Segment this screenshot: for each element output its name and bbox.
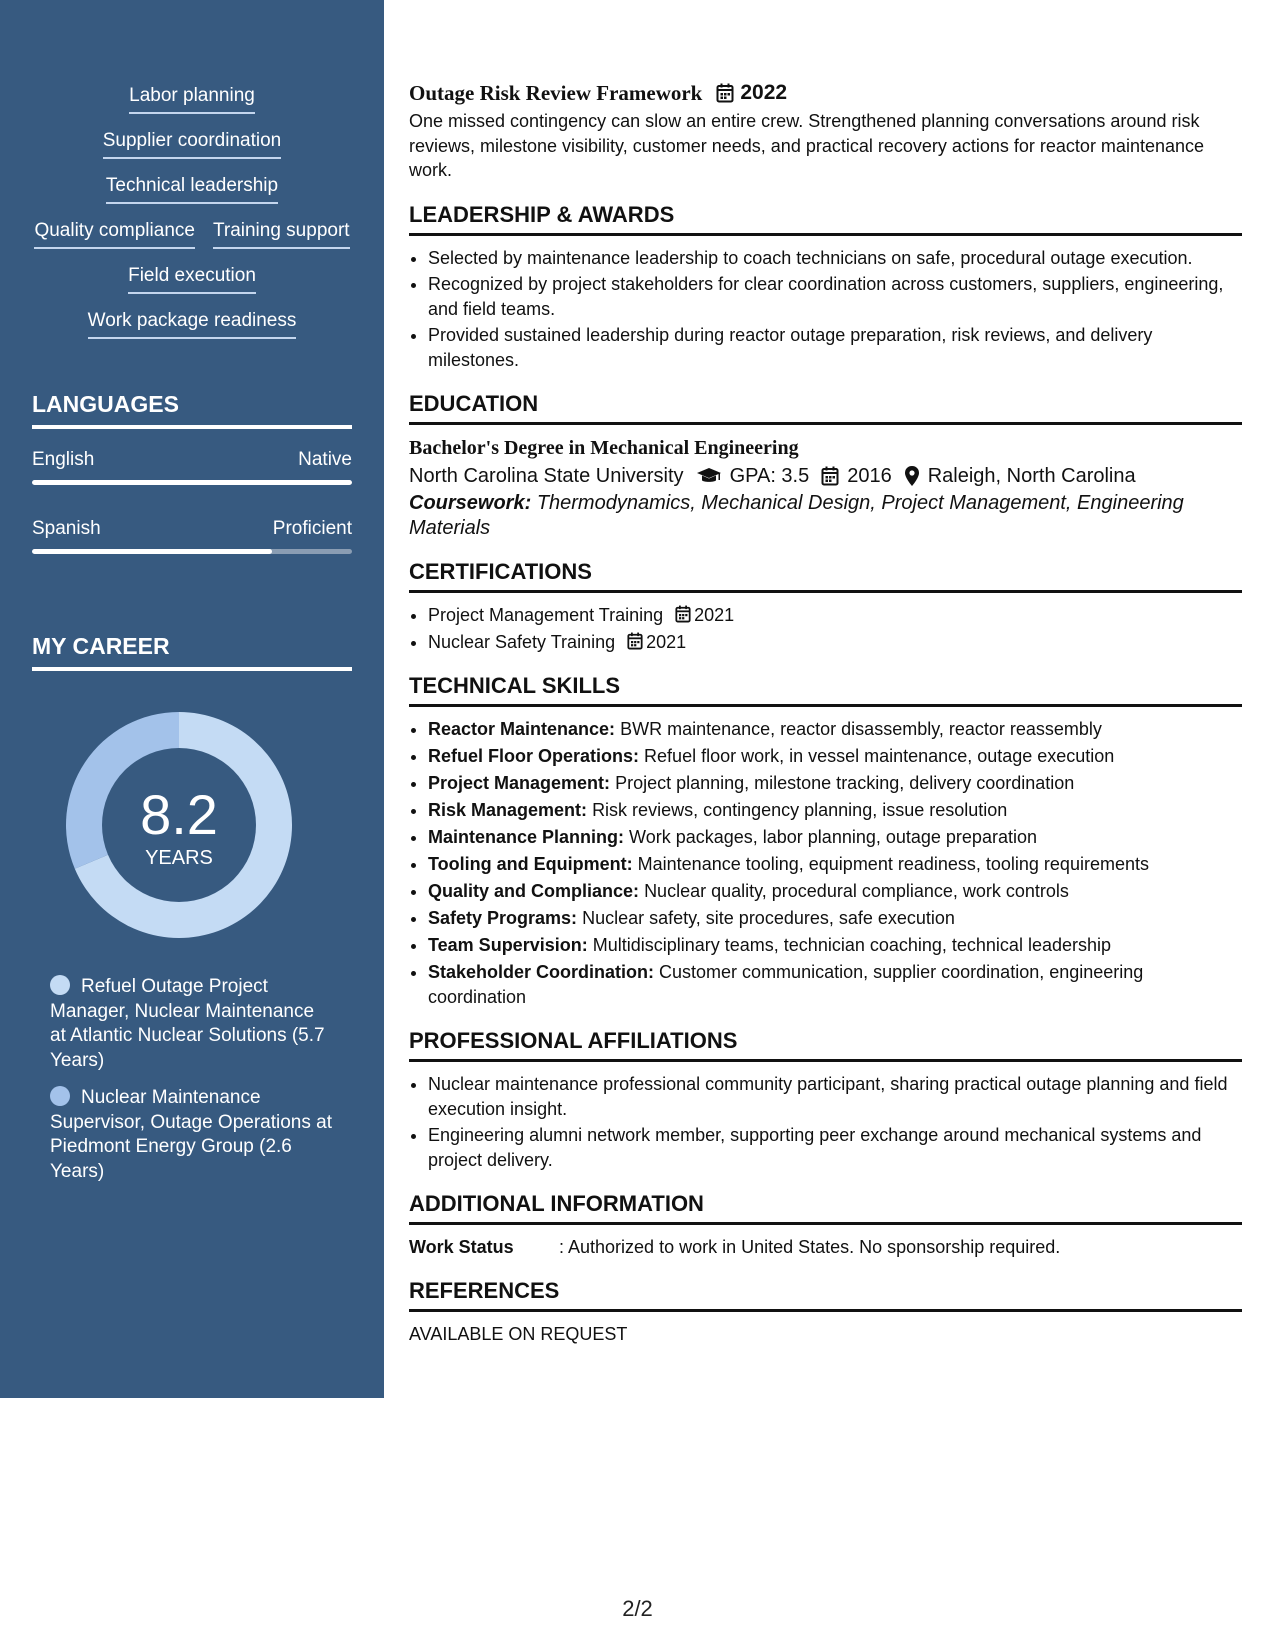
skill-tag: Labor planning	[129, 84, 255, 114]
skill-text: Multidisciplinary teams, technician coaching, technical leadership	[592, 935, 1111, 955]
list-item: • Recognized by project stakeholders for clear coordination across customers, suppliers, engineering, and field teams.	[428, 272, 1242, 321]
education-heading: EDUCATION	[409, 390, 1242, 425]
affiliations-list	[409, 1072, 1242, 1172]
list-item	[428, 798, 1242, 823]
language-bar	[32, 480, 352, 485]
sidebar	[0, 0, 384, 1398]
languages-heading: LANGUAGES	[32, 390, 352, 429]
additional-info-heading: ADDITIONAL INFORMATION	[409, 1190, 1242, 1225]
list-item	[428, 630, 1242, 655]
education-year: 2016	[847, 465, 892, 487]
skill-tag: Quality compliance	[34, 219, 195, 249]
career-item	[50, 975, 335, 1073]
skill-tag: Training support	[213, 219, 350, 249]
list-item: • Engineering alumni network member, supporting peer exchange around mechanical systems and project delivery.	[428, 1123, 1242, 1172]
leadership-list	[409, 246, 1242, 373]
list-item	[428, 825, 1242, 850]
project-year: 2022	[740, 81, 788, 104]
list-item	[428, 771, 1242, 796]
calendar-icon	[627, 632, 643, 650]
technical-skills-heading: TECHNICAL SKILLS	[409, 672, 1242, 707]
certification-name: Project Management Training	[428, 605, 664, 625]
certifications-heading: CERTIFICATIONS	[409, 558, 1242, 593]
list-item	[428, 717, 1242, 742]
references-text: AVAILABLE ON REQUEST	[409, 1324, 628, 1344]
skill-label: Safety Programs:	[428, 908, 578, 928]
language-name: English	[32, 449, 95, 470]
coursework-label: Coursework:	[409, 492, 532, 514]
leadership-heading: LEADERSHIP & AWARDS	[409, 201, 1242, 236]
education-gpa: GPA: 3.5	[729, 465, 810, 487]
list-item: • Nuclear maintenance professional community participant, sharing practical outage planning and field execution insight.	[428, 1072, 1242, 1121]
skill-label: Maintenance Planning:	[428, 827, 625, 847]
work-status-label: Work Status	[409, 1237, 514, 1257]
skill-label: Project Management:	[428, 773, 611, 793]
language-level: Native	[298, 449, 352, 470]
calendar-icon	[675, 605, 691, 623]
skill-label: Quality and Compliance:	[428, 881, 640, 901]
skill-label: Stakeholder Coordination:	[428, 962, 655, 982]
references-heading: REFERENCES	[409, 1277, 1242, 1312]
project-title: Outage Risk Review Framework	[409, 81, 703, 105]
skill-text: Work packages, labor planning, outage preparation	[629, 827, 1037, 847]
skill-text: Project planning, milestone tracking, delivery coordination	[615, 773, 1075, 793]
career-list	[50, 975, 335, 1197]
skill-text: Customer communication, supplier coordination, engineering coordination	[428, 962, 1144, 1007]
career-dot	[50, 975, 70, 995]
skill-text: BWR maintenance, reactor disassembly, reactor reassembly	[620, 719, 1102, 739]
skill-tag: Work package readiness	[88, 309, 297, 339]
calendar-icon	[716, 83, 734, 103]
location-pin-icon	[904, 465, 920, 487]
list-item	[428, 879, 1242, 904]
language-row	[32, 448, 352, 472]
skill-label: Refuel Floor Operations:	[428, 746, 640, 766]
education-degree: Bachelor's Degree in Mechanical Engineering	[409, 437, 799, 459]
technical-skills-list	[409, 717, 1242, 1009]
language-bar-fill	[32, 480, 352, 485]
graduation-cap-icon	[696, 467, 722, 485]
list-item: • Provided sustained leadership during reactor outage preparation, risk reviews, and delivery milestones.	[428, 323, 1242, 372]
list-item	[428, 933, 1242, 958]
education-school: North Carolina State University	[409, 465, 684, 487]
affiliations-heading: PROFESSIONAL AFFILIATIONS	[409, 1027, 1242, 1062]
coursework-text: Thermodynamics, Mechanical Design, Project Management, Engineering Materials	[409, 492, 1184, 539]
education-meta	[409, 461, 1242, 491]
page-number: 2/2	[622, 1596, 653, 1621]
skill-tag: Supplier coordination	[103, 129, 282, 159]
career-total: 8.2	[140, 783, 218, 846]
work-status-value: : Authorized to work in United States. No sponsorship required.	[559, 1237, 1061, 1257]
language-level: Proficient	[272, 518, 352, 539]
list-item	[428, 744, 1242, 769]
list-item	[428, 960, 1242, 1009]
skill-label: Tooling and Equipment:	[428, 854, 633, 874]
career-donut-chart	[66, 712, 292, 938]
language-bar	[32, 549, 352, 554]
project-header	[409, 80, 1242, 106]
skill-label: Risk Management:	[428, 800, 588, 820]
certification-year: 2021	[646, 631, 687, 652]
career-dot	[50, 1086, 70, 1106]
list-item	[428, 852, 1242, 877]
main-content	[409, 80, 1242, 1346]
skill-text: Risk reviews, contingency planning, issue resolution	[592, 800, 1008, 820]
career-text: Nuclear Maintenance Supervisor, Outage Operations at Piedmont Energy Group (2.6 Years)	[50, 1087, 332, 1182]
certification-year: 2021	[694, 605, 735, 625]
career-heading: MY CAREER	[32, 632, 352, 671]
skill-tag: Technical leadership	[106, 174, 278, 204]
certifications-list	[409, 603, 1242, 654]
certification-name: Nuclear Safety Training	[428, 631, 616, 652]
skill-text: Maintenance tooling, equipment readiness, tooling requirements	[637, 854, 1149, 874]
project-description: One missed contingency can slow an entire crew. Strengthened planning conversations around risk reviews, milestone visibility, customer needs, and practical recovery actions for reactor maintenance work.	[409, 111, 1205, 180]
skill-label: Reactor Maintenance:	[428, 719, 616, 739]
career-item	[50, 1086, 335, 1184]
language-row	[32, 517, 352, 541]
skill-text: Nuclear quality, procedural compliance, work controls	[644, 881, 1069, 901]
skill-text: Nuclear safety, site procedures, safe execution	[582, 908, 955, 928]
skill-text: Refuel floor work, in vessel maintenance, outage execution	[644, 746, 1115, 766]
work-status-row	[409, 1235, 1242, 1259]
calendar-icon	[821, 466, 839, 486]
career-unit: YEARS	[145, 847, 213, 869]
skill-tag: Field execution	[128, 264, 256, 294]
career-text: Refuel Outage Project Manager, Nuclear Maintenance at Atlantic Nuclear Solutions (5.7 Years)	[50, 976, 325, 1071]
skill-tags	[32, 84, 352, 339]
list-item	[428, 906, 1242, 931]
education-location: Raleigh, North Carolina	[927, 465, 1136, 487]
language-name: Spanish	[32, 518, 101, 539]
list-item: • Selected by maintenance leadership to coach technicians on safe, procedural outage execution.	[428, 246, 1242, 271]
skill-label: Team Supervision:	[428, 935, 588, 955]
language-bar-fill	[32, 549, 272, 554]
list-item	[428, 603, 1242, 628]
education-coursework	[409, 491, 1242, 540]
